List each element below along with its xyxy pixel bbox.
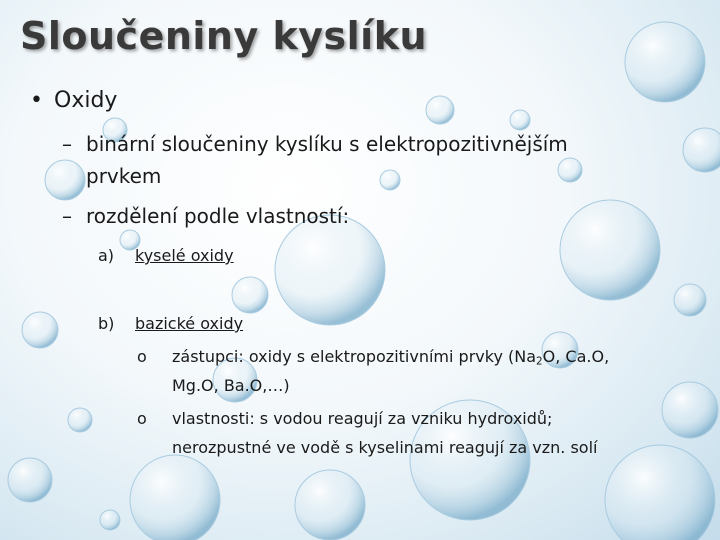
bullet-marker: •	[30, 88, 43, 113]
bullet-oxidy: Oxidy	[54, 88, 118, 113]
item-a-text: kyselé oxidy	[135, 246, 234, 265]
dash1-line1: binární sloučeniny kyslíku s elektropozitivnějším	[86, 132, 568, 156]
item-b-marker: b)	[98, 314, 115, 333]
sub1-line1-pre: zástupci: oxidy s elektropozitivními prvky (Na	[172, 347, 537, 366]
sub2-line1: vlastnosti: s vodou reagují za vzniku hydroxidů;	[172, 409, 553, 428]
dash-marker-2: –	[62, 204, 72, 228]
sub1-line2: Mg.O, Ba.O,…)	[172, 376, 290, 395]
sub1-line1-subscript: 2	[536, 355, 543, 368]
dash2-text: rozdělení podle vlastností:	[86, 204, 350, 228]
sub1-marker: o	[137, 347, 147, 366]
dash1-line2: prvkem	[86, 164, 162, 188]
dash-marker-1: –	[62, 132, 72, 156]
slide-title: Sloučeniny kyslíku	[20, 14, 428, 58]
sub2-marker: o	[137, 409, 147, 428]
item-b-text: bazické oxidy	[135, 314, 244, 333]
sub1-line1-post: O, Ca.O,	[542, 347, 610, 366]
sub1-line1	[172, 347, 609, 368]
item-a-marker: a)	[98, 246, 115, 265]
sub2-line2: nerozpustné ve vodě s kyselinami reagují za vzn. solí	[172, 438, 598, 457]
